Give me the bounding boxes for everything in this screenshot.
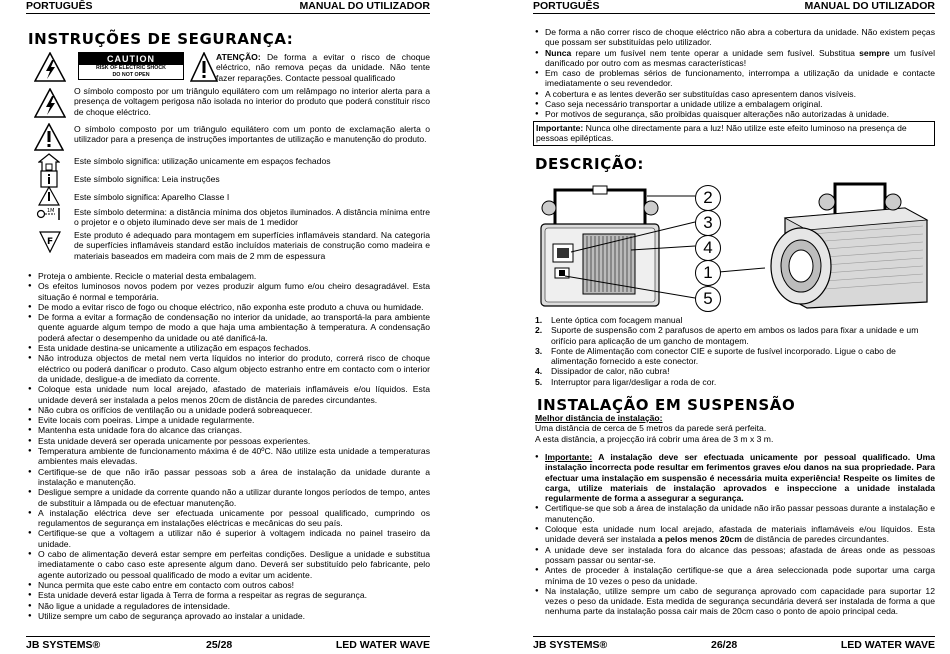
flammable-surface-icon [38, 231, 62, 253]
list-item: ● Esta unidade deverá ser operada unicamente por pessoas experientes. [28, 436, 430, 446]
flammable-glyph: F [47, 237, 54, 247]
front-unit-drawing [771, 184, 927, 308]
rear-panel-drawing [541, 186, 659, 306]
list-item: ● Não introduza objectos de metal nem verta líquidos no interior do produto, correrá risco de choque eléctrico ou poderá danificar o produto. Caso algum objecto estranho entre em contacto com o interior da unidade, desligue-a de imediato da corrente. [28, 353, 430, 384]
footer-product: LED WATER WAVE [335, 639, 430, 651]
list-item: 1. Lente óptica com focagem manual [535, 315, 683, 325]
list-item: ● De modo a evitar risco de fogo ou choque eléctrico, não exponha este produto a chuva ou humidade. [28, 302, 430, 312]
list-item: ● Mantenha esta unidade fora do alcance das crianças. [28, 425, 430, 435]
header-language: PORTUGUÊS [533, 0, 600, 12]
list-item: ● Em caso de problemas sérios de funcionamento, interrompa a utilização da unidade e contacte imediatamente o seu revendedor. [535, 68, 935, 89]
safety-heading: INSTRUÇÕES DE SEGURANÇA: [28, 30, 294, 48]
list-item: ● Utilize sempre um cabo de segurança aprovado ao instalar a unidade. [28, 611, 430, 621]
list-item: ● Por motivos de segurança, são proibidas quaisquer alterações não autorizadas à unidade. [535, 109, 935, 119]
list-item: ● Coloque esta unidade num local arejado, afastada de materiais inflamáveis e/ou líquidos. Esta unidade deverá ser instalada a pelos menos 20cm de distância de paredes circundantes. [535, 524, 935, 545]
important-text: Nunca olhe directamente para a luz! Não utilize este efeito luminoso na presença de pessoas epilépticas. [536, 123, 907, 144]
caution-label [78, 52, 184, 80]
safety-bullet-list [28, 271, 430, 621]
list-item: ● A cobertura e as lentes deverão ser substituídas caso apresentem danos visíveis. [535, 89, 935, 99]
list-item: ● De forma a não correr risco de choque eléctrico não abra a cobertura da unidade. Não existem peças que possam ser substituídas pelo utilizador. [535, 27, 935, 48]
list-item: ● Certifique-se de que não irão passar pessoas sob a área de instalação da unidade durante a instalação e manutenção. [28, 467, 430, 488]
product-illustration [535, 180, 935, 312]
min-distance-line-2: A esta distância, a projecção irá cobrir uma área de 3 m x 3 m. [535, 433, 774, 444]
list-item: ● O cabo de alimentação deverá estar sempre em perfeitas condições. Desligue a unidade e substitua imediatamente o cabo caso este apresente algum dano. Deverá ser substituído pelo fabricante, pelo agente autorizado ou pessoal qualificado de modo a evitar um acidente. [28, 549, 430, 580]
symbol-indoor-text: Este símbolo significa: utilização unicamente em espaços fechados [74, 156, 331, 166]
footer-product: LED WATER WAVE [840, 639, 935, 651]
list-item: 4. Dissipador de calor, não cubra! [535, 366, 670, 377]
callout-2: 2 [695, 185, 721, 211]
important-warning-box [533, 121, 935, 146]
installation-heading: INSTALAÇÃO EM SUSPENSÃO [537, 396, 796, 414]
page-footer [533, 636, 935, 651]
safety-bullet-list-continued [535, 27, 935, 120]
attention-text [216, 52, 430, 83]
attention-label: ATENÇÃO: [216, 52, 261, 62]
lightning-warning-icon [34, 52, 66, 82]
list-item: ● Evite locais com poeiras. Limpe a unidade regularmente. [28, 415, 430, 425]
callout-1: 1 [695, 260, 721, 286]
list-item: ● A instalação eléctrica deve ser efectuada unicamente por pessoal qualificado, cumprindo os regulamentos de segurança em instalações eléctricas e mecânicas do seu país. [28, 508, 430, 529]
exclamation-description: O símbolo composto por um triângulo equilátero com um ponto de exclamação alerta o utilizador para a presença de instruções importantes de utilização e manutenção do produto. [74, 124, 430, 145]
page-footer [26, 636, 430, 651]
min-distance-block [535, 413, 935, 444]
list-item: 5. Interruptor para ligar/desligar a roda de cor. [535, 376, 717, 387]
caution-line-2: DO NOT OPEN [112, 72, 150, 78]
list-item: ● Nunca permita que este cabo entre em contacto com outros cabos! [28, 580, 430, 590]
footer-page-number: 26/28 [711, 639, 738, 651]
list-item: ● Na instalação, utilize sempre um cabo de segurança aprovado com capacidade para suportar 12 vezes o peso da unidade. Esta medida de segurança secundária deverá ser instalada de forma a que nenhuma parte da instalação possa cair mais de 20cm caso o ponto de apoio principal ceda. [535, 586, 935, 617]
list-item: ● Certifique-se que a voltagem a utilizar não é superior à voltagem indicada no painel traseiro da unidade. [28, 528, 430, 549]
class-one-icon [38, 186, 60, 206]
symbol-flammable-text: Este produto é adequado para montagem em superfícies inflamáveis standard. Na categoria de superfícies inflamáveis standard estão incluídos materiais de construção como madeira e materiais baseados em madeira com mais de 2 mm de espessura [74, 230, 430, 261]
caution-title: CAUTION [79, 53, 183, 65]
footer-page-number: 25/28 [206, 639, 233, 651]
list-item: ● Esta unidade destina-se unicamente a utilização em espaços fechados. [28, 343, 430, 353]
callout-5: 5 [695, 286, 721, 312]
symbol-class-text: Este símbolo significa: Aparelho Classe I [74, 192, 230, 202]
installation-bullet-list [535, 452, 935, 617]
lightning-description: O símbolo composto por um triângulo equilátero com um relâmpago no interior alerta para a presença de voltagem perigosa não isolada no interior do produto que poderá constituir risco de choque eléctrico. [74, 86, 430, 117]
list-item: ● Não cubra os orifícios de ventilação ou a unidade poderá sobreaquecer. [28, 405, 430, 415]
header-title: MANUAL DO UTILIZADOR [804, 0, 935, 12]
attention-body: De forma a evitar o risco de choque eléctrico, não remova peças da unidade. Não tente fazer reparações. Contacte pessoal qualificado [216, 52, 430, 83]
caution-line-1: RISK OF ELECTRIC SHOCK [95, 65, 167, 71]
page-header [26, 0, 430, 14]
description-list [535, 315, 935, 387]
sempre-bold: sempre [859, 47, 890, 58]
exclamation-warning-icon [190, 52, 218, 82]
min-distance-line-1: Uma distância de cerca de 5 metros da parede será perfeita. [535, 423, 767, 434]
page-header [533, 0, 935, 14]
header-title: MANUAL DO UTILIZADOR [299, 0, 430, 12]
list-item [535, 452, 935, 503]
list-item: 2. Suporte de suspensão com 2 parafusos de aperto em ambos os lados para fixar a unidade e um orifício para aplicação de um gancho de montagem. [535, 325, 919, 346]
install-important-label: Importante: [545, 452, 593, 462]
list-item: ● A unidade deve ser instalada fora do alcance das pessoas; afastada de áreas onde as pessoas possam passar ou sentar-se. [535, 545, 935, 566]
exclamation-symbol-icon [34, 123, 64, 151]
list-item: ● De forma a evitar a formação de condensação no interior da unidade, ao transportá-la para ambiente quente aguarde algum tempo de modo a que haja uma ambientação à temperatura. A condensação poderá afectar o desempenho da unidade ou até danificá-la. [28, 312, 430, 343]
description-heading: DESCRIÇÃO: [535, 155, 645, 173]
symbol-distance-text: Este símbolo determina: a distância mínima dos objetos iluminados. A distância mínima entre o projetor e o objeto iluminado deve ser mais de 1 medidor [74, 207, 430, 228]
min-distance-icon [36, 205, 64, 223]
list-item: ● Esta unidade deverá estar ligada à Terra de forma a respeitar as regras de segurança. [28, 590, 430, 600]
min-distance-label: Melhor distância de instalação: [535, 413, 663, 423]
important-label: Importante: [536, 123, 584, 133]
callout-4: 4 [695, 235, 721, 261]
list-item: ● Coloque esta unidade num local arejado, afastado de materiais inflamáveis e/ou líquidos. Esta unidade deverá ser instalada a pelos menos 20cm de distância de paredes circundantes. [28, 384, 430, 405]
list-item: ● Proteja o ambiente. Recicle o material desta embalagem. [28, 271, 430, 281]
nunca-bold: Nunca [545, 47, 572, 58]
list-item: ● Desligue sempre a unidade da corrente quando não a utilizar durante longos períodos de tempo, antes de substituir a lâmpada ou de efectuar manutenção. [28, 487, 430, 508]
left-page [26, 0, 430, 654]
lightning-symbol-icon [34, 88, 66, 118]
right-page [533, 0, 935, 654]
list-item: ● Certifique-se que sob a área de instalação da unidade não irão passar pessoas durante a instalação e manutenção. [535, 503, 935, 524]
list-item: ● Temperatura ambiente de funcionamento máxima é de 40ºC. Não utilize esta unidade a temperaturas ambientes mais elevadas. [28, 446, 430, 467]
callout-3: 3 [695, 210, 721, 236]
list-item: ● Antes de proceder à instalação certifique-se que a área seleccionada pode suportar uma carga mínima de 10 vezes o peso da unidade. [535, 565, 935, 586]
footer-brand: JB SYSTEMS® [533, 639, 608, 651]
list-item: ● Caso seja necessário transportar a unidade utilize a embalagem original. [535, 99, 935, 109]
header-language: PORTUGUÊS [26, 0, 93, 12]
list-item: 3. Fonte de Alimentação com conector CIE e suporte de fusível incorporado. Ligue o cabo de alimentação fornecido a este conector. [535, 345, 896, 367]
list-item: ● Não ligue a unidade a reguladores de intensidade. [28, 601, 430, 611]
list-item: ● Os efeitos luminosos novos podem por vezes produzir algum fumo e/ou cheiro desagradável. Esta situação é normal e temporária. [28, 281, 430, 302]
distance-glyph: 1M [47, 208, 55, 214]
list-item: ● Nunca repare um fusível nem tente operar a unidade sem fusível. Substitua sempre um fusível danificado por outro com as mesmas características! [535, 48, 935, 69]
symbol-read-text: Este símbolo significa: Leia instruções [74, 174, 220, 184]
footer-brand: JB SYSTEMS® [26, 639, 101, 651]
twenty-cm-bold: a pelos menos 20cm [657, 534, 742, 545]
install-important-text: A instalação deve ser efectuada unicamente por pessoal qualificado. Uma instalação incorrecta pode resultar em ferimentos graves e/ou danos na sua propriedade. Para efectuar uma instalação em suspensão é necessária muita experiência! Respeite os limites de carga, utilize materiais de instalação aprovados e inspeccione a unidade instalada regularmente de forma a assegurar a segurança. [545, 452, 935, 504]
